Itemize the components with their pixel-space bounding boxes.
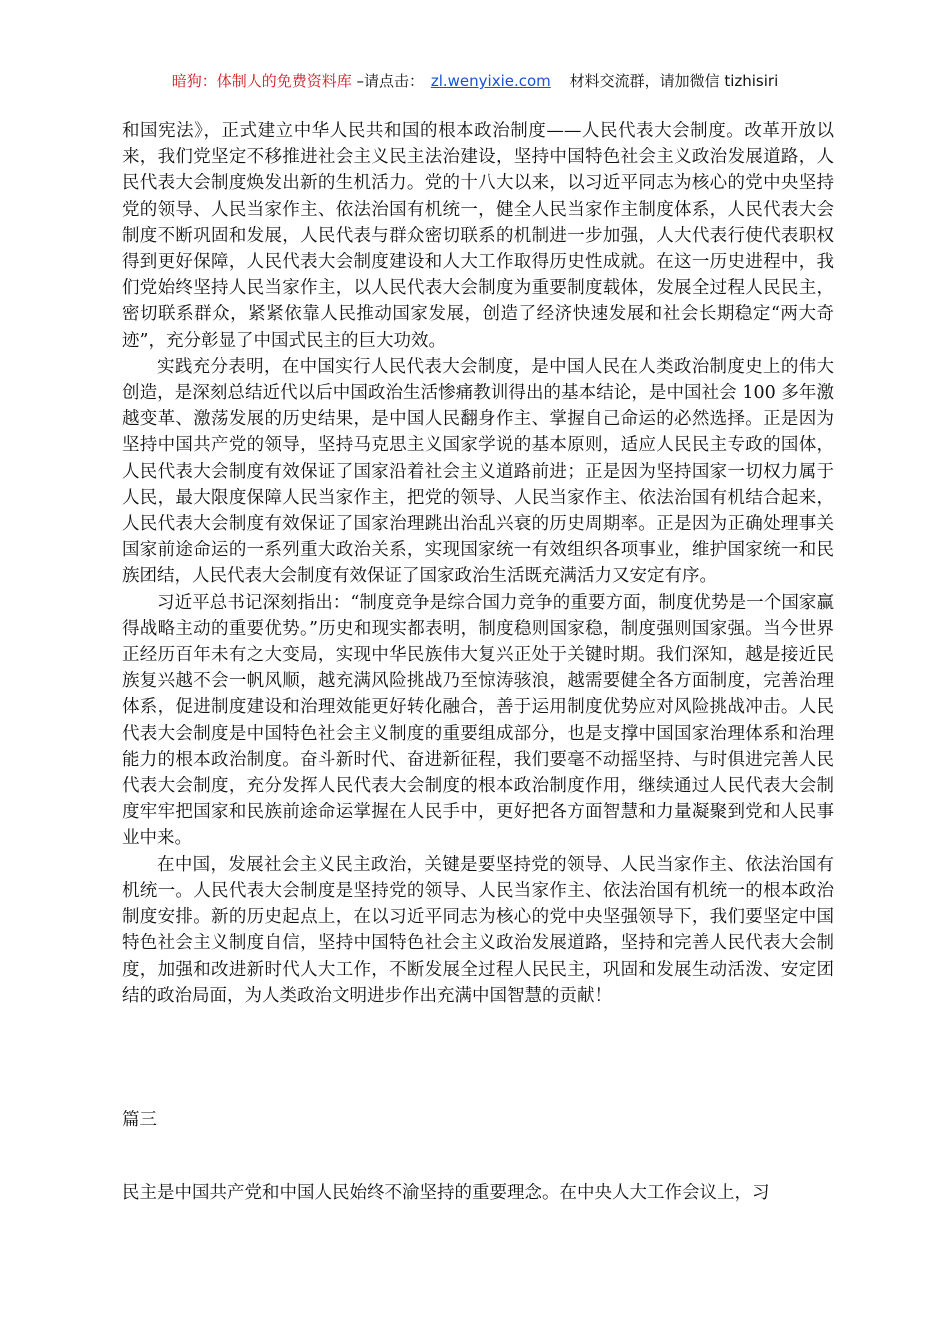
paragraph: 实践充分表明，在中国实行人民代表大会制度，是中国人民在人类政治制度史上的伟大创造，是深刻总结近代以后中国政治生活惨痛教训得出的基本结论，是中国社会 100 多年激越变革、激荡发展的历史结果，是中国人民翻身作主、掌握自己命运的必然选择。正是因为坚持中国共产党的领导，坚持马克思主义国家学说的基本原则，适应人民民主专政的国体，人民代表大会制度有效保证了国家沿着社会主义道路前进；正是因为坚持国家一切权力属于人民，最大限度保障人民当家作主，把党的领导、人民当家作主、依法治国有机结合起来，人民代表大会制度有效保证了国家治理跳出治乱兴衰的历史周期率。正是因为正确处理事关国家前途命运的一系列重大政治关系，实现国家统一有效组织各项事业，维护国家统一和民族团结，人民代表大会制度有效保证了国家政治生活既充满活力又安定有序。 [122, 356, 834, 587]
header-brand: 暗狗：体制人的免费资料库 [171, 72, 352, 90]
section-heading: 篇三 [122, 1110, 157, 1130]
header-wechat-note: 材料交流群，请加微信 tizhisiri [569, 72, 779, 90]
section-lead-paragraph: 民主是中国共产党和中国人民始终不渝坚持的重要理念。在中央人大工作会议上，习 [122, 1183, 770, 1203]
paragraph: 习近平总书记深刻指出：“制度竞争是综合国力竞争的重要方面，制度优势是一个国家赢得战略主动的重要优势。”历史和现实都表明，制度稳则国家稳，制度强则国家强。当今世界正经历百年未有之大变局，实现中华民族伟大复兴正处于关键时期。我们深知，越是接近民族复兴越不会一帆风顺，越充满风险挑战乃至惊涛骇浪，越需要健全各方面制度，完善治理体系，促进制度建设和治理效能更好转化融合，善于运用制度优势应对风险挑战冲击。人民代表大会制度是中国特色社会主义制度的重要组成部分，也是支撑中国国家治理体系和治理能力的根本政治制度。奋斗新时代、奋进新征程，我们要毫不动摇坚持、与时俱进完善人民代表大会制度，充分发挥人民代表大会制度的根本政治制度作用，继续通过人民代表大会制度牢牢把国家和民族前途命运掌握在人民手中，更好把各方面智慧和力量凝聚到党和人民事业中来。 [122, 592, 834, 849]
page-header [0, 70, 950, 91]
article-body [122, 118, 834, 1009]
header-link[interactable]: zl.wenyixie.com [430, 72, 551, 90]
header-click-prompt: –请点击： [356, 72, 425, 90]
paragraph: 和国宪法》，正式建立中华人民共和国的根本政治制度——人民代表大会制度。改革开放以来，我们党坚定不移推进社会主义民主法治建设，坚持中国特色社会主义政治发展道路，人民代表大会制度焕发出新的生机活力。党的十八大以来，以习近平同志为核心的党中央坚持党的领导、人民当家作主、依法治国有机统一，健全人民当家作主制度体系，人民代表大会制度不断巩固和发展，人民代表与群众密切联系的机制进一步加强，人大代表行使代表职权得到更好保障，人民代表大会制度建设和人大工作取得历史性成就。在这一历史进程中，我们党始终坚持人民当家作主，以人民代表大会制度为重要制度载体，发展全过程人民民主，密切联系群众，紧紧依靠人民推动国家发展，创造了经济快速发展和社会长期稳定“两大奇迹”，充分彰显了中国式民主的巨大功效。 [122, 121, 834, 351]
paragraph: 在中国，发展社会主义民主政治，关键是要坚持党的领导、人民当家作主、依法治国有机统一。人民代表大会制度是坚持党的领导、人民当家作主、依法治国有机统一的根本政治制度安排。新的历史起点上，在以习近平同志为核心的党中央坚强领导下，我们要坚定中国特色社会主义制度自信，坚持中国特色社会主义政治发展道路，坚持和完善人民代表大会制度，加强和改进新时代人大工作，不断发展全过程人民民主，巩固和发展生动活泼、安定团结的政治局面，为人类政治文明进步作出充满中国智慧的贡献！ [122, 854, 834, 1006]
